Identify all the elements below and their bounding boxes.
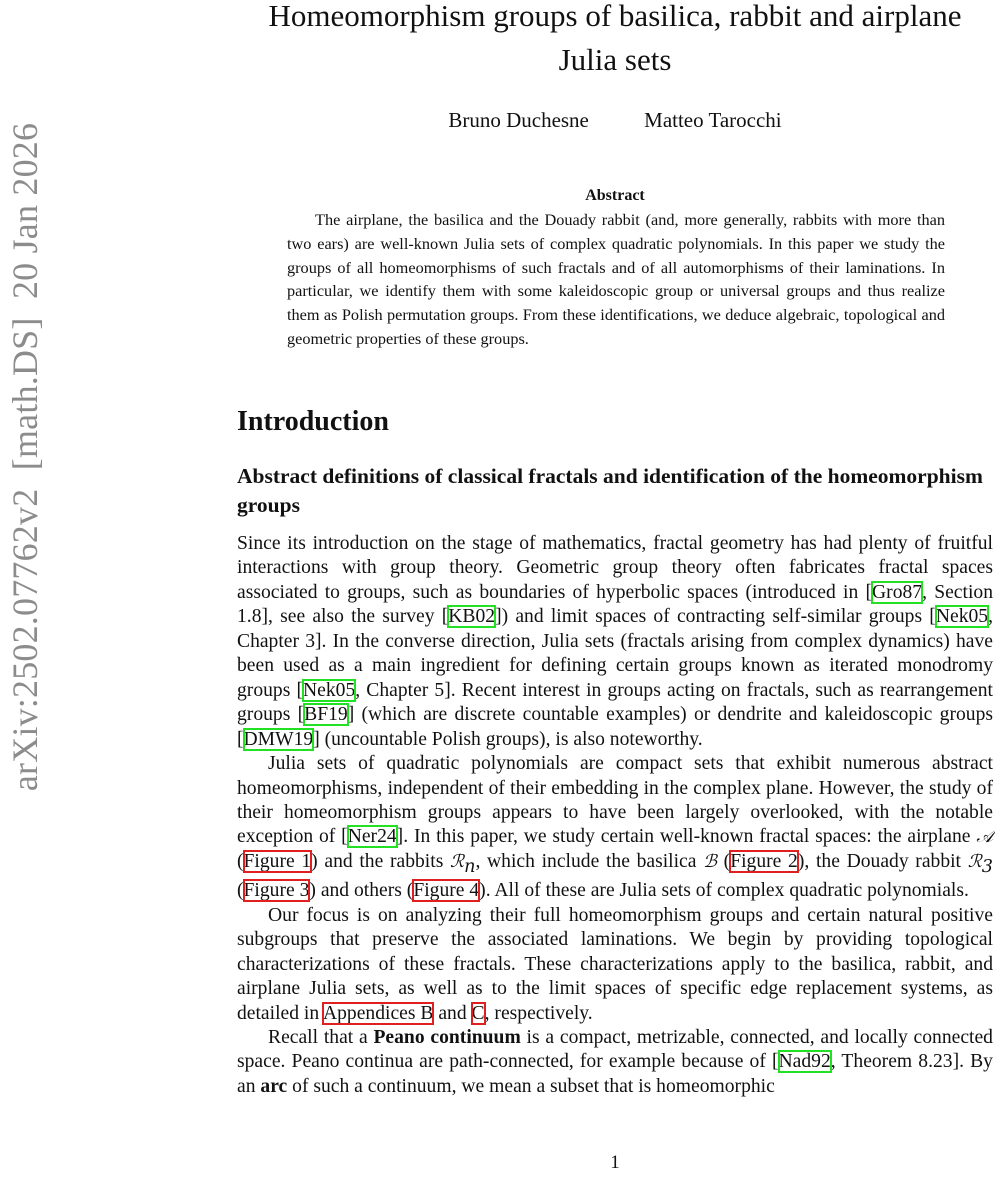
text-run: ( [716,850,731,872]
text-run: , Chapter 3]. In the converse direction, Julia sets (fractals arising from complex dynamics) have been used as a main ingredient for defining certain groups known as iterated monodromy groups [ [237,606,993,701]
defined-term: arc [260,1075,288,1097]
text-run: ) and others ( [309,880,414,902]
text-run: of such a continuum, we mean a subset that is homeomorphic [287,1075,775,1097]
figure-reference-link[interactable]: Appendices B [322,1002,434,1024]
figure-reference-link[interactable]: Figure 2 [730,850,798,872]
citation-link[interactable]: Ner24 [347,826,397,848]
math-symbol: ℛ [450,851,465,872]
citation-link[interactable]: KB02 [448,606,496,628]
author-name: Bruno Duchesne [448,108,589,132]
text-run: , Theorem 8.23]. By an [237,1051,993,1097]
text-run: , which include the basilica [475,850,704,872]
text-run: ]) and limit spaces of contracting self-similar groups [ [495,606,936,628]
paper-title: Homeomorphism groups of basilica, rabbit and airplane Julia sets [268,0,962,77]
citation-link[interactable]: BF19 [304,704,348,726]
text-run: ( [237,850,244,872]
figure-reference-link[interactable]: Figure 1 [243,850,312,872]
math-subscript: n [464,856,476,877]
citation-link[interactable]: Nad92 [778,1051,831,1073]
math-symbol: ℛ [967,851,982,872]
text-run: , Section 1.8], see also the survey [ [237,581,993,628]
paragraph [237,532,993,752]
math-symbol: ℬ [703,851,717,872]
text-run: Our focus is on analyzing their full homeomorphism groups and certain natural positive subgroups that preserve the associated laminations. We begin by providing topological characterizations of these fractals. These characterizations apply to the basilica, rabbit, and airplane Julia sets, as well as to the limit spaces of specific edge replacement systems, as detailed in [237,904,993,1024]
citation-link[interactable]: Nek05 [935,606,989,628]
text-run: ), the Douady rabbit [797,850,968,872]
abstract-text: The airplane, the basilica and the Douady rabbit (and, more generally, rabbits with more than two ears) are well-known Julia sets of complex quadratic polynomials. In this paper we study the groups of all homeomorphisms of such fractals and of all automorphisms of their laminations. In particular, we identify them with some kaleidoscopic group or universal groups and thus realize them as Polish permutation groups. From these identifications, we deduce algebraic, topological and geometric properties of these groups. [287,210,945,348]
figure-reference-link[interactable]: Figure 3 [243,880,310,902]
citation-link[interactable]: Gro87 [872,581,923,603]
text-run: Recall that a [268,1026,374,1048]
text-run: ]. In this paper, we study certain well-known fractal spaces: the airplane [396,826,977,848]
paragraph [237,1026,993,1099]
text-run: is a compact, metrizable, connected, and locally connected space. Peano continua are path-connected, for example because of [ [237,1026,993,1073]
authors [237,108,993,133]
paragraph [237,752,993,904]
text-run: ) and the rabbits [311,850,451,872]
text-run: Since its introduction on the stage of mathematics, fractal geometry has had plenty of fruitful interactions with group theory. Geometric group theory often fabricates fractal spaces associated to groups, such as boundaries of hyperbolic spaces (introduced in [ [237,533,993,603]
abstract-heading: Abstract [585,187,645,204]
text-run: ). All of these are Julia sets of complex quadratic polynomials. [479,880,969,902]
paragraph [237,904,993,1026]
citation-link[interactable]: DMW19 [243,728,314,750]
page-number: 1 [610,1152,620,1173]
text-run: ( [237,880,244,902]
figure-reference-link[interactable]: C [471,1002,485,1024]
figure-reference-link[interactable]: Figure 4 [413,880,480,902]
body-text [237,532,993,1099]
math-subscript: 3 [981,856,993,877]
math-symbol: 𝒜 [976,827,993,848]
section-heading: Introduction [237,406,389,437]
text-run: Julia sets of quadratic polynomials are compact sets that exhibit numerous abstract homeomorphisms, independent of their embedding in the complex plane. However, the study of their homeomorphism groups appears to have been largely overlooked, with the notable exception of [ [237,753,993,848]
author-name: Matteo Tarocchi [644,108,782,132]
subsection-heading: Abstract definitions of classical fractals and identification of the homeomorphism groups [237,464,983,517]
text-run: and [433,1002,472,1024]
text-run: ] (which are discrete countable examples) or dendrite and kaleidoscopic groups [ [237,704,993,750]
citation-link[interactable]: Nek05 [303,679,356,701]
arxiv-stamp: arXiv:2502.07762v2 [math.DS] 20 Jan 2026 [5,122,45,792]
text-run: , Chapter 5]. Recent interest in groups acting on fractals, such as rearrangement groups [ [237,679,993,726]
text-run: ] (uncountable Polish groups), is also noteworthy. [313,728,703,750]
defined-term: Peano continuum [373,1026,521,1048]
text-run: , respectively. [484,1002,593,1024]
